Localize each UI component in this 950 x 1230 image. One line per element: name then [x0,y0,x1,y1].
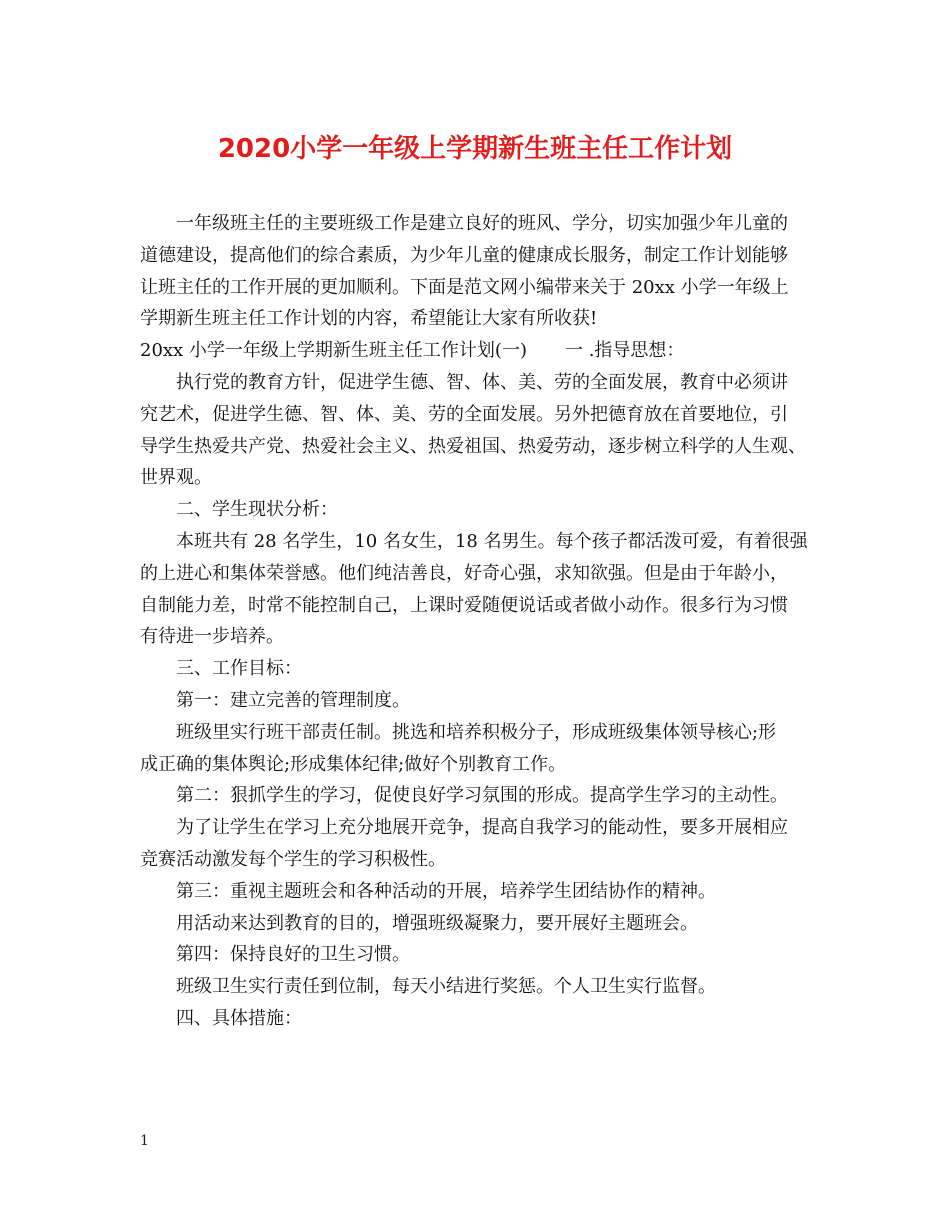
section-heading-line [140,335,825,367]
heading-line: 四、具体措施： [176,1007,302,1029]
paragraph-line: 的上进心和集体荣誉感。他们纯洁善良，好奇心强，求知欲强。但是由于年龄小， [140,562,788,584]
paragraph-line: 道德建设，提高他们的综合素质，为少年儿童的健康成长服务，制定工作计划能够 [140,244,788,266]
subtitle-text: 20xx 小学一年级上学期新生班主任工作计划(一) [140,340,527,362]
page-number: 1 [140,1133,149,1149]
paragraph-line: 导学生热爱共产党、热爱社会主义、热爱祖国、热爱劳动，逐步树立科学的人生观、 [140,435,806,457]
paragraph-line: 班级里实行班干部责任制。挑选和培养积极分子，形成班级集体领导核心;形 [176,721,777,743]
paragraph-line: 第二：狠抓学生的学习，促使良好学习氛围的形成。提高学生学习的主动性。 [176,785,788,807]
paragraph-line: 有待进一步培养。 [140,626,284,648]
paragraph-line: 竞赛活动激发每个学生的学习积极性。 [140,848,446,870]
paragraph-line: 成正确的集体舆论;形成集体纪律;做好个别教育工作。 [140,753,567,775]
paragraph-line: 自制能力差，时常不能控制自己，上课时爱随便说话或者做小动作。很多行为习惯 [140,594,788,616]
heading-line: 三、工作目标： [176,658,302,680]
paragraph-line: 让班主任的工作开展的更加顺利。下面是范文网小编带来关于 20xx 小学一年级上 [140,276,789,298]
paragraph-line: 执行党的教育方针，促进学生德、智、体、美、劳的全面发展，教育中必须讲 [176,371,788,393]
paragraph-line: 用活动来达到教育的目的，增强班级凝聚力，要开展好主题班会。 [176,912,698,934]
paragraph-line: 一年级班主任的主要班级工作是建立良好的班风、学分，切实加强少年儿童的 [176,213,788,234]
paragraph-line: 本班共有 28 名学生，10 名女生，18 名男生。每个孩子都活泼可爱，有着很强 [176,530,808,552]
document-title: 2020小学一年级上学期新生班主任工作计划 [217,134,733,164]
paragraph-line: 究艺术，促进学生德、智、体、美、劳的全面发展。另外把德育放在首要地位，引 [140,403,788,425]
paragraph-line: 学期新生班主任工作计划的内容，希望能让大家有所收获! [140,308,598,330]
paragraph-line: 班级卫生实行责任到位制，每天小结进行奖惩。个人卫生实行监督。 [176,976,716,998]
paragraph-line: 第四：保持良好的卫生习惯。 [176,944,410,966]
paragraph-line: 世界观。 [140,467,212,489]
document-body [140,208,825,1035]
paragraph-line: 为了让学生在学习上充分地展开竞争，提高自我学习的能动性，要多开展相应 [176,817,788,839]
paragraph-line: 第三：重视主题班会和各种活动的开展，培养学生团结协作的精神。 [176,880,716,902]
heading-line: 二、学生现状分析： [176,499,338,521]
paragraph-line: 第一：建立完善的管理制度。 [176,689,410,711]
heading-text: 一 .指导思想： [564,340,685,362]
